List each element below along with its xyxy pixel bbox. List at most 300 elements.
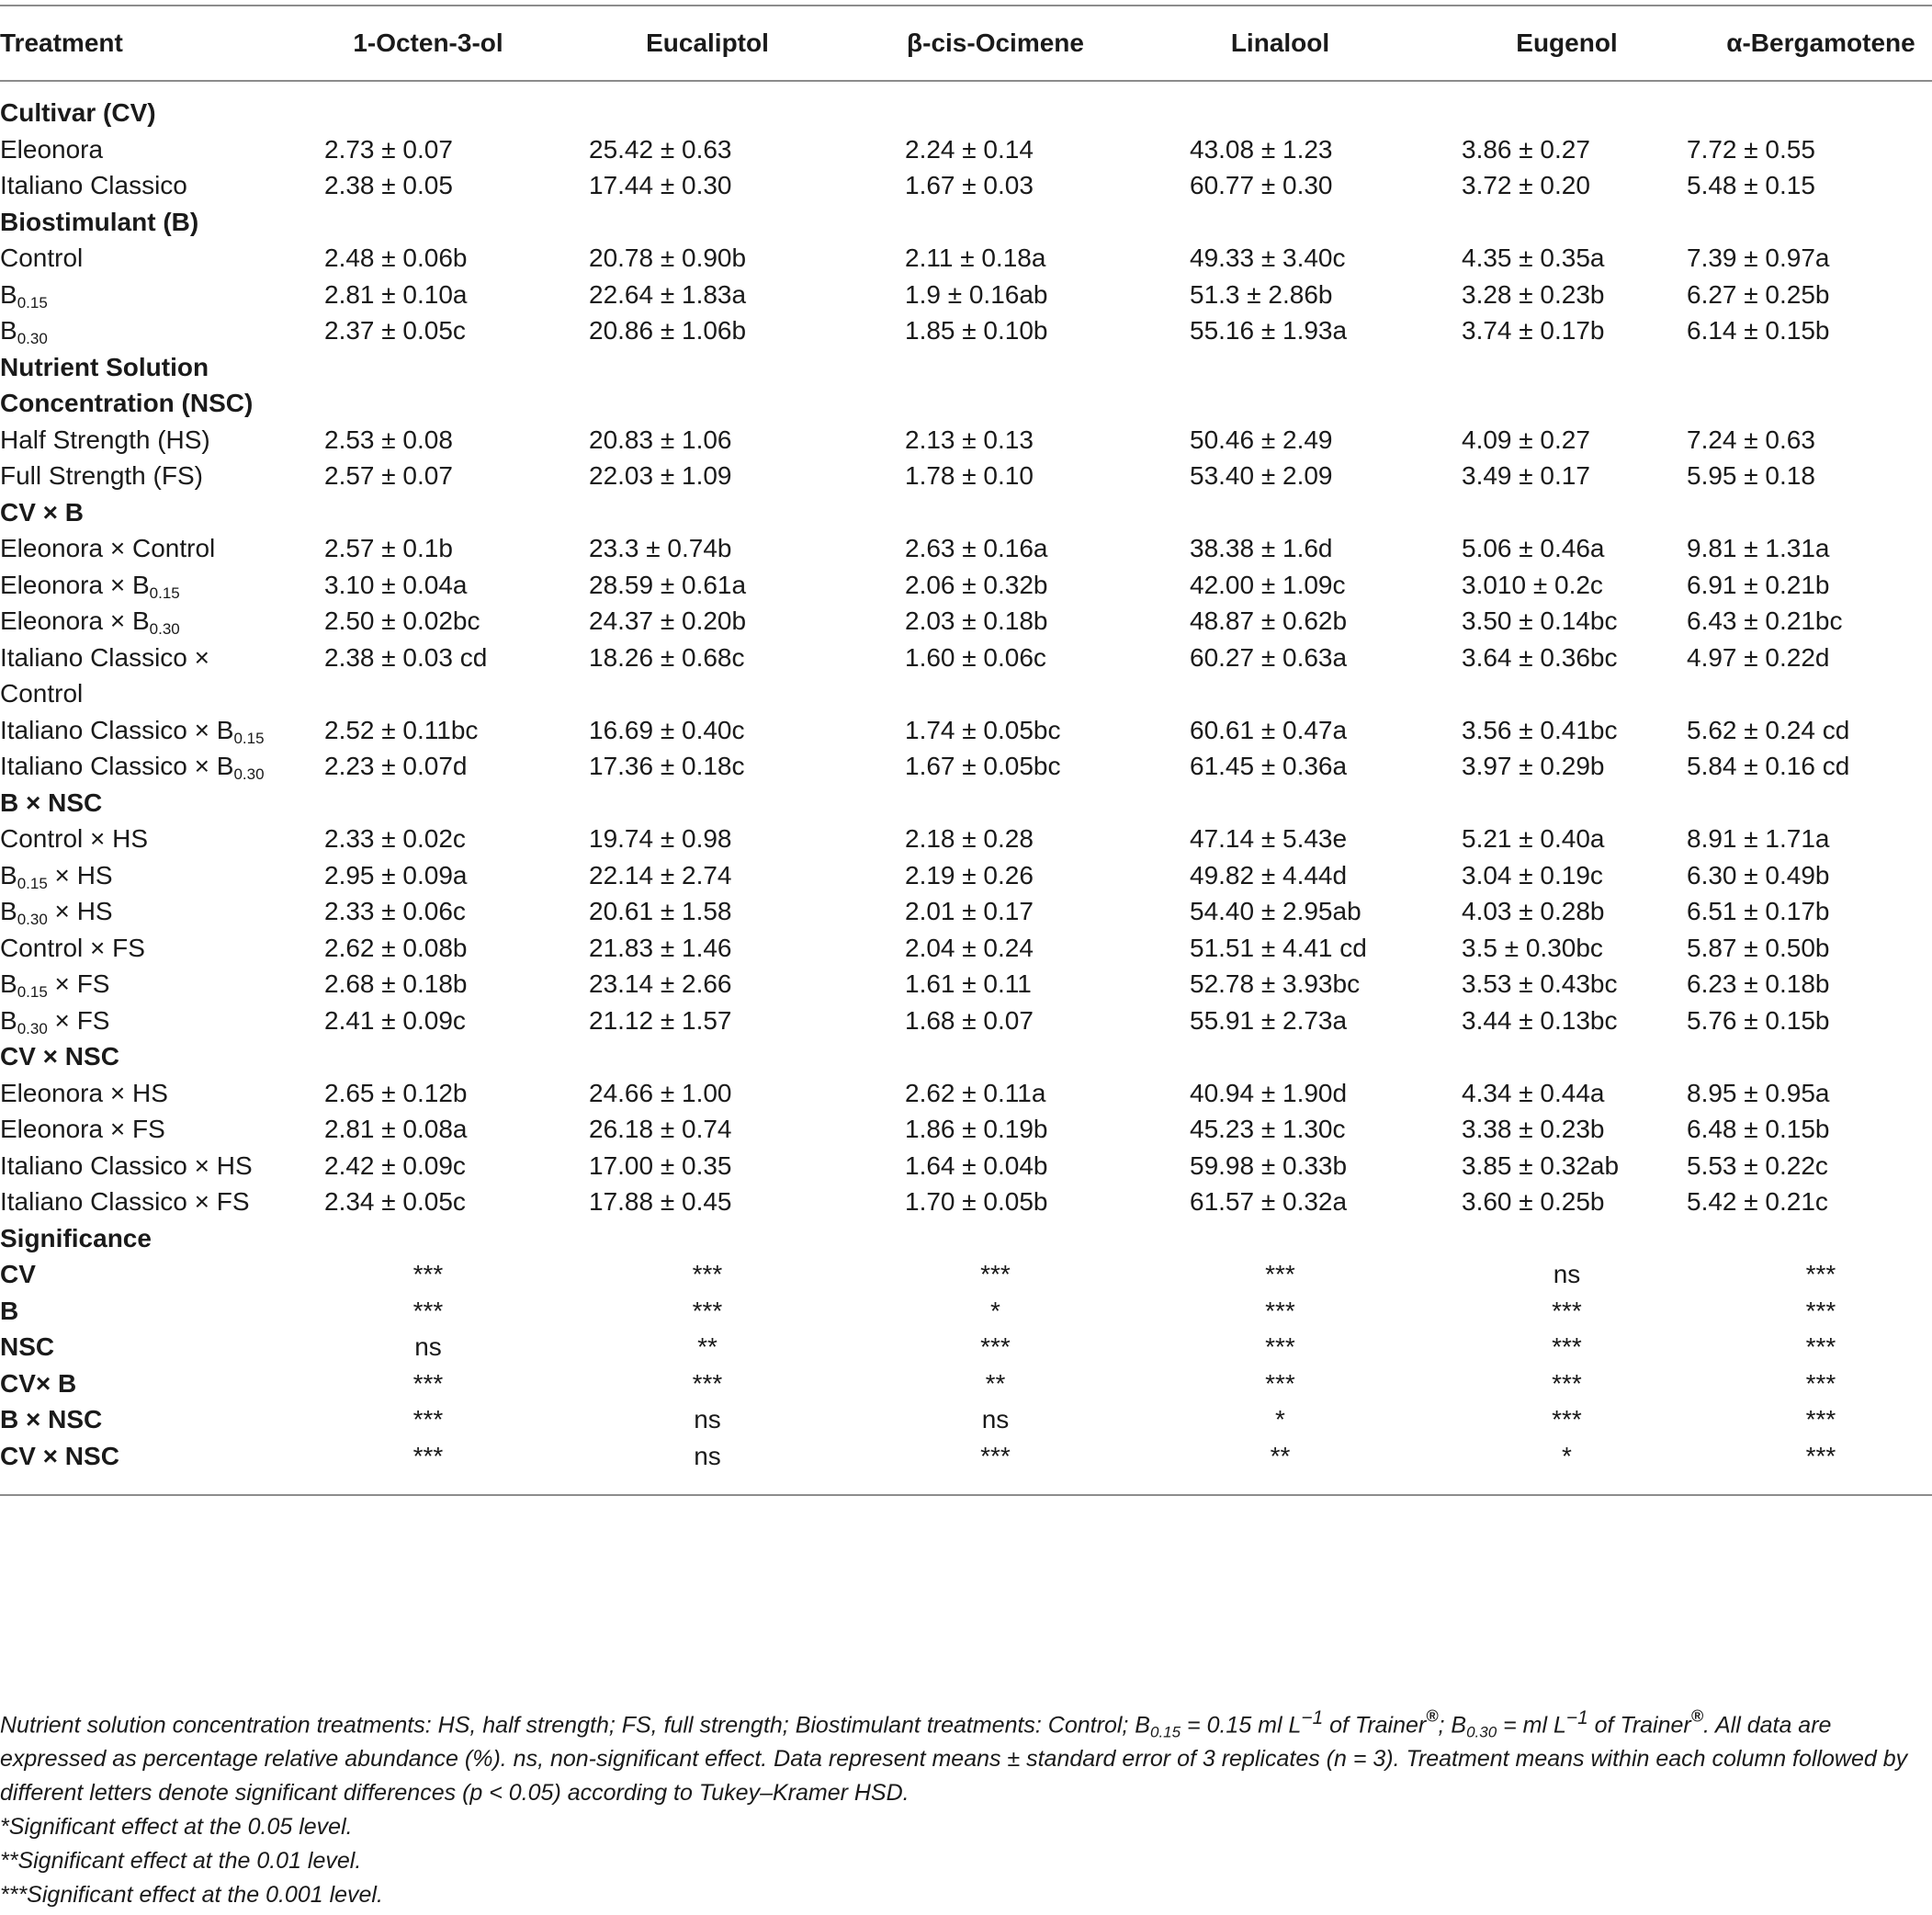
value-cell: 1.86 ± 0.19b bbox=[905, 1115, 1048, 1143]
value-cell: 60.77 ± 0.30 bbox=[1190, 171, 1333, 199]
value-cell: 2.18 ± 0.28 bbox=[905, 824, 1034, 853]
value-cell: *** bbox=[412, 1260, 444, 1288]
value-cell: 2.57 ± 0.07 bbox=[324, 461, 453, 490]
row-label: Eleonora × $B_{0.15}$ bbox=[0, 570, 180, 602]
value-cell: 3.10 ± 0.04a bbox=[324, 570, 468, 599]
value-cell: 7.72 ± 0.55 bbox=[1687, 134, 1815, 164]
row-label: Eleonora bbox=[0, 134, 104, 164]
row-label: Cultivar (CV) bbox=[0, 98, 156, 127]
row-label: CV× B bbox=[0, 1368, 77, 1398]
value-cell: 59.98 ± 0.33b bbox=[1190, 1150, 1348, 1180]
empty-cell bbox=[296, 349, 560, 422]
table-row bbox=[0, 966, 1932, 1003]
value-cell: 2.48 ± 0.06b bbox=[324, 244, 468, 272]
value-cell: 8.95 ± 0.95a bbox=[1687, 1078, 1830, 1107]
value-cell: 1.74 ± 0.05bc bbox=[905, 715, 1061, 744]
value-cell: 3.010 ± 0.2c bbox=[1462, 570, 1603, 599]
value-cell: 6.23 ± 0.18b bbox=[1687, 969, 1830, 998]
value-cell: 49.33 ± 3.40c bbox=[1190, 244, 1346, 272]
empty-cell bbox=[560, 81, 854, 131]
value-cell: 6.51 ± 0.17b bbox=[1687, 897, 1830, 925]
value-cell: 4.35 ± 0.35a bbox=[1462, 244, 1605, 272]
value-cell: *** bbox=[412, 1368, 444, 1398]
row-label: Eleonora × $B_{0.30}$ bbox=[0, 606, 180, 638]
value-cell: 61.45 ± 0.36a bbox=[1190, 752, 1348, 780]
empty-cell bbox=[1424, 349, 1710, 422]
value-cell: 7.39 ± 0.97a bbox=[1687, 244, 1830, 272]
empty-cell bbox=[1710, 494, 1932, 531]
value-cell: 24.37 ± 0.20b bbox=[589, 606, 747, 635]
significance-row bbox=[0, 1401, 1932, 1438]
table-row bbox=[0, 1111, 1932, 1148]
value-cell: 1.70 ± 0.05b bbox=[905, 1187, 1048, 1216]
value-cell: 8.91 ± 1.71a bbox=[1687, 824, 1830, 853]
value-cell: 4.97 ± 0.22d bbox=[1687, 642, 1830, 672]
value-cell: 2.04 ± 0.24 bbox=[905, 933, 1034, 962]
table-header bbox=[0, 6, 1932, 81]
value-cell: 50.46 ± 2.49 bbox=[1190, 425, 1333, 454]
empty-cell bbox=[1424, 494, 1710, 531]
empty-cell bbox=[1710, 1038, 1932, 1075]
header-linalool: Linalool bbox=[1136, 6, 1424, 81]
value-cell: 4.09 ± 0.27 bbox=[1462, 425, 1590, 454]
value-cell: 2.01 ± 0.17 bbox=[905, 897, 1034, 925]
value-cell: *** bbox=[1265, 1296, 1295, 1325]
value-cell: 3.64 ± 0.36bc bbox=[1462, 642, 1618, 672]
row-label: CV bbox=[0, 1260, 36, 1288]
row-label: B × NSC bbox=[0, 1405, 103, 1433]
table-row bbox=[0, 131, 1932, 168]
value-cell: 17.36 ± 0.18c bbox=[589, 752, 745, 780]
value-cell: 49.82 ± 4.44d bbox=[1190, 860, 1348, 890]
table-row bbox=[0, 458, 1932, 494]
value-cell: *** bbox=[1710, 1438, 1932, 1496]
empty-cell bbox=[854, 349, 1136, 422]
empty-cell bbox=[854, 785, 1136, 822]
value-cell: 17.00 ± 0.35 bbox=[589, 1150, 732, 1180]
row-label: B × NSC bbox=[0, 788, 103, 817]
value-cell: 2.53 ± 0.08 bbox=[324, 425, 453, 454]
significance-row bbox=[0, 1293, 1932, 1330]
value-cell: 3.97 ± 0.29b bbox=[1462, 752, 1605, 780]
value-cell: 6.91 ± 0.21b bbox=[1687, 570, 1830, 599]
header-bergamotene: α-Bergamotene bbox=[1710, 6, 1932, 81]
value-cell: 3.72 ± 0.20 bbox=[1462, 171, 1590, 199]
value-cell: 2.24 ± 0.14 bbox=[905, 134, 1034, 164]
row-label: Half Strength (HS) bbox=[0, 425, 210, 454]
value-cell: 2.33 ± 0.02c bbox=[324, 824, 466, 853]
value-cell: 1.67 ± 0.05bc bbox=[905, 752, 1061, 780]
empty-cell bbox=[854, 1038, 1136, 1075]
value-cell: *** bbox=[980, 1332, 1011, 1361]
value-cell: ns bbox=[981, 1405, 1010, 1433]
empty-cell bbox=[854, 204, 1136, 241]
value-cell: 2.11 ± 0.18a bbox=[905, 244, 1046, 272]
header-octenol: 1-Octen-3-ol bbox=[296, 6, 560, 81]
header-ocimene: β-cis-Ocimene bbox=[854, 6, 1136, 81]
value-cell: *** bbox=[1552, 1405, 1582, 1433]
row-label: $B_{0.15}$ bbox=[0, 279, 48, 312]
value-cell: 1.67 ± 0.03 bbox=[905, 171, 1034, 199]
value-cell: 20.83 ± 1.06 bbox=[589, 425, 732, 454]
empty-cell bbox=[560, 1038, 854, 1075]
value-cell: 3.04 ± 0.19c bbox=[1462, 860, 1603, 890]
value-cell: 1.68 ± 0.07 bbox=[905, 1005, 1034, 1035]
row-label: Italiano Classico × FS bbox=[0, 1187, 250, 1216]
row-label: Eleonora × Control bbox=[0, 534, 216, 562]
value-cell: 3.38 ± 0.23b bbox=[1462, 1115, 1605, 1143]
section-row bbox=[0, 1220, 1932, 1257]
value-cell: 22.03 ± 1.09 bbox=[589, 461, 732, 490]
value-cell: ** bbox=[697, 1332, 717, 1361]
significance-row bbox=[0, 1438, 1932, 1496]
section-row bbox=[0, 81, 1932, 131]
value-cell: 3.5 ± 0.30bc bbox=[1462, 933, 1603, 962]
section-row bbox=[0, 1038, 1932, 1075]
value-cell: 2.65 ± 0.12b bbox=[324, 1078, 468, 1107]
row-label: Biostimulant (B) bbox=[0, 207, 199, 236]
empty-cell bbox=[296, 785, 560, 822]
value-cell: 3.85 ± 0.32ab bbox=[1462, 1150, 1620, 1180]
value-cell: 2.52 ± 0.11bc bbox=[324, 715, 479, 744]
value-cell: * bbox=[1275, 1405, 1285, 1433]
empty-cell bbox=[560, 349, 854, 422]
value-cell: 6.14 ± 0.15b bbox=[1687, 316, 1830, 345]
row-label: Control × HS bbox=[0, 824, 149, 853]
footnote-main: Nutrient solution concentration treatments: HS, half strength; FS, full strength; Biostimulant treatments: Control; $B_{0.15} = 0.15$ ml $L^{-1}$ of Trainer®; $B_{0.30}$ = ml $L^{-1}$ of Trainer®. All data are expressed as percentage relative abundance (%). ns, non-significant effect. Data represent means ± standard error of 3 replicates (n = 3). Treatment means within each column followed by different letters denote significant differences (p < 0.05) according to Tukey–Kramer HSD. bbox=[0, 1706, 1908, 1807]
value-cell: 2.03 ± 0.18b bbox=[905, 606, 1048, 635]
value-cell: 4.34 ± 0.44a bbox=[1462, 1078, 1605, 1107]
table-row bbox=[0, 748, 1932, 785]
empty-cell bbox=[1424, 1038, 1710, 1075]
table-row bbox=[0, 422, 1932, 459]
empty-cell bbox=[1136, 494, 1424, 531]
value-cell: 5.42 ± 0.21c bbox=[1687, 1187, 1828, 1216]
value-cell: 55.16 ± 1.93a bbox=[1190, 316, 1348, 345]
value-cell: 3.74 ± 0.17b bbox=[1462, 316, 1605, 345]
empty-cell bbox=[1424, 204, 1710, 241]
row-label: CV × B bbox=[0, 497, 85, 527]
value-cell: 7.24 ± 0.63 bbox=[1687, 425, 1815, 454]
value-cell: 3.50 ± 0.14bc bbox=[1462, 606, 1618, 635]
value-cell: 2.62 ± 0.11a bbox=[905, 1078, 1046, 1107]
value-cell: *** bbox=[1265, 1332, 1295, 1361]
row-label: Italiano Classico × Control bbox=[0, 642, 210, 708]
value-cell: 2.81 ± 0.08a bbox=[324, 1115, 468, 1143]
value-cell: 20.86 ± 1.06b bbox=[589, 316, 747, 345]
empty-cell bbox=[1136, 785, 1424, 822]
value-cell: 61.57 ± 0.32a bbox=[1190, 1187, 1348, 1216]
value-cell: 6.43 ± 0.21bc bbox=[1687, 606, 1843, 635]
table-row bbox=[0, 1148, 1932, 1184]
value-cell: 2.73 ± 0.07 bbox=[324, 134, 453, 164]
value-cell: *** bbox=[1552, 1368, 1582, 1398]
results-table bbox=[0, 5, 1932, 1496]
value-cell: 2.57 ± 0.1b bbox=[324, 534, 453, 562]
value-cell: 1.85 ± 0.10b bbox=[905, 316, 1048, 345]
significance-row bbox=[0, 1256, 1932, 1293]
value-cell: 2.38 ± 0.03 cd bbox=[324, 642, 488, 672]
row-label: Full Strength (FS) bbox=[0, 461, 203, 490]
row-label: Nutrient Solution Concentration (NSC) bbox=[0, 352, 254, 417]
value-cell: *** bbox=[692, 1296, 723, 1325]
row-label: Italiano Classico × HS bbox=[0, 1150, 253, 1180]
section-row bbox=[0, 204, 1932, 241]
value-cell: 2.33 ± 0.06c bbox=[324, 897, 466, 925]
value-cell: *** bbox=[1805, 1405, 1836, 1433]
value-cell: *** bbox=[692, 1260, 723, 1288]
value-cell: 47.14 ± 5.43e bbox=[1190, 824, 1348, 853]
value-cell: 20.61 ± 1.58 bbox=[589, 897, 732, 925]
value-cell: 60.61 ± 0.47a bbox=[1190, 715, 1348, 744]
value-cell: 2.81 ± 0.10a bbox=[324, 279, 468, 309]
value-cell: 24.66 ± 1.00 bbox=[589, 1078, 732, 1107]
value-cell: *** bbox=[412, 1296, 444, 1325]
value-cell: 16.69 ± 0.40c bbox=[589, 715, 745, 744]
empty-cell bbox=[1136, 81, 1424, 131]
footnote-double-star: **Significant effect at the 0.01 level. bbox=[0, 1848, 362, 1875]
value-cell: 2.38 ± 0.05 bbox=[324, 171, 453, 199]
value-cell: 22.64 ± 1.83a bbox=[589, 279, 747, 309]
value-cell: *** bbox=[692, 1368, 723, 1398]
table-row bbox=[0, 277, 1932, 313]
value-cell: 1.64 ± 0.04b bbox=[905, 1150, 1048, 1180]
row-label: Italiano Classico bbox=[0, 171, 187, 199]
value-cell: 5.84 ± 0.16 cd bbox=[1687, 752, 1850, 780]
header-eucaliptol: Eucaliptol bbox=[560, 6, 854, 81]
value-cell: *** bbox=[1265, 1368, 1295, 1398]
empty-cell bbox=[1136, 349, 1424, 422]
value-cell: 48.87 ± 0.62b bbox=[1190, 606, 1348, 635]
value-cell: 54.40 ± 2.95ab bbox=[1190, 897, 1361, 925]
value-cell: 9.81 ± 1.31a bbox=[1687, 534, 1830, 562]
value-cell: 2.68 ± 0.18b bbox=[324, 969, 468, 998]
table-footnotes bbox=[0, 1701, 1932, 1912]
value-cell: 2.95 ± 0.09a bbox=[324, 860, 468, 890]
empty-cell bbox=[1424, 1220, 1710, 1257]
value-cell: * bbox=[1424, 1438, 1710, 1496]
value-cell: ns bbox=[560, 1438, 854, 1496]
value-cell: 3.28 ± 0.23b bbox=[1462, 279, 1605, 309]
empty-cell bbox=[1424, 81, 1710, 131]
empty-cell bbox=[1136, 1038, 1424, 1075]
value-cell: ** bbox=[985, 1368, 1006, 1398]
value-cell: 23.14 ± 2.66 bbox=[589, 969, 732, 998]
value-cell: 3.53 ± 0.43bc bbox=[1462, 969, 1618, 998]
value-cell: *** bbox=[1805, 1332, 1836, 1361]
value-cell: 6.27 ± 0.25b bbox=[1687, 279, 1830, 309]
table-row bbox=[0, 1184, 1932, 1220]
row-label: Control bbox=[0, 244, 84, 272]
table-row bbox=[0, 1075, 1932, 1112]
empty-cell bbox=[296, 1220, 560, 1257]
row-label: $B_{0.30}$ × HS bbox=[0, 897, 113, 928]
value-cell: *** bbox=[1805, 1296, 1836, 1325]
value-cell: 5.95 ± 0.18 bbox=[1687, 461, 1815, 490]
value-cell: 23.3 ± 0.74b bbox=[589, 534, 732, 562]
value-cell: 20.78 ± 0.90b bbox=[589, 244, 747, 272]
row-label: $B_{0.15}$ × HS bbox=[0, 860, 113, 892]
table-row bbox=[0, 857, 1932, 894]
value-cell: *** bbox=[1805, 1260, 1836, 1288]
value-cell: 40.94 ± 1.90d bbox=[1190, 1078, 1348, 1107]
value-cell: 5.87 ± 0.50b bbox=[1687, 933, 1830, 962]
empty-cell bbox=[296, 81, 560, 131]
value-cell: 2.50 ± 0.02bc bbox=[324, 606, 480, 635]
empty-cell bbox=[1424, 785, 1710, 822]
table-row bbox=[0, 240, 1932, 277]
value-cell: 42.00 ± 1.09c bbox=[1190, 570, 1346, 599]
value-cell: 1.61 ± 0.11 bbox=[905, 969, 1032, 998]
value-cell: 52.78 ± 3.93bc bbox=[1190, 969, 1361, 998]
value-cell: 43.08 ± 1.23 bbox=[1190, 134, 1333, 164]
value-cell: *** bbox=[412, 1405, 444, 1433]
value-cell: *** bbox=[1265, 1260, 1295, 1288]
empty-cell bbox=[854, 494, 1136, 531]
empty-cell bbox=[854, 1220, 1136, 1257]
table-row bbox=[0, 893, 1932, 930]
value-cell: 17.44 ± 0.30 bbox=[589, 171, 732, 199]
row-label: $B_{0.15}$ × FS bbox=[0, 969, 110, 1001]
empty-cell bbox=[1710, 204, 1932, 241]
significance-row bbox=[0, 1329, 1932, 1365]
value-cell: 3.44 ± 0.13bc bbox=[1462, 1005, 1618, 1035]
row-label: Italiano Classico × $B_{0.15}$ bbox=[0, 715, 265, 747]
table-row bbox=[0, 312, 1932, 349]
value-cell: 5.21 ± 0.40a bbox=[1462, 824, 1605, 853]
value-cell: ns bbox=[694, 1405, 721, 1433]
value-cell: 55.91 ± 2.73a bbox=[1190, 1005, 1348, 1035]
row-label: B bbox=[0, 1296, 19, 1325]
value-cell: *** bbox=[296, 1438, 560, 1496]
row-label: CV × NSC bbox=[0, 1438, 296, 1496]
value-cell: 3.56 ± 0.41bc bbox=[1462, 715, 1618, 744]
row-label: CV × NSC bbox=[0, 1042, 119, 1071]
empty-cell bbox=[1136, 204, 1424, 241]
value-cell: 1.78 ± 0.10 bbox=[905, 461, 1034, 490]
value-cell: 21.83 ± 1.46 bbox=[589, 933, 732, 962]
value-cell: 60.27 ± 0.63a bbox=[1190, 642, 1348, 672]
empty-cell bbox=[1710, 81, 1932, 131]
value-cell: 25.42 ± 0.63 bbox=[589, 134, 732, 164]
value-cell: 38.38 ± 1.6d bbox=[1190, 534, 1333, 562]
empty-cell bbox=[560, 204, 854, 241]
row-label: Control × FS bbox=[0, 933, 145, 962]
value-cell: *** bbox=[854, 1438, 1136, 1496]
table-row bbox=[0, 603, 1932, 640]
empty-cell bbox=[296, 494, 560, 531]
value-cell: 1.9 ± 0.16ab bbox=[905, 279, 1048, 309]
value-cell: 28.59 ± 0.61a bbox=[589, 570, 747, 599]
value-cell: 2.19 ± 0.26 bbox=[905, 860, 1034, 890]
significance-row bbox=[0, 1365, 1932, 1402]
value-cell: 26.18 ± 0.74 bbox=[589, 1115, 732, 1143]
value-cell: *** bbox=[980, 1260, 1011, 1288]
empty-cell bbox=[1710, 349, 1932, 422]
row-label: NSC bbox=[0, 1332, 55, 1361]
table-row bbox=[0, 567, 1932, 604]
value-cell: 6.30 ± 0.49b bbox=[1687, 860, 1830, 890]
empty-cell bbox=[296, 204, 560, 241]
table-row bbox=[0, 640, 1932, 712]
section-row bbox=[0, 349, 1932, 422]
value-cell: 2.23 ± 0.07d bbox=[324, 752, 468, 780]
value-cell: *** bbox=[1805, 1368, 1836, 1398]
row-label: Significance bbox=[0, 1223, 152, 1252]
table-row bbox=[0, 1003, 1932, 1039]
row-label: Eleonora × FS bbox=[0, 1115, 165, 1143]
footnote-single-star: *Significant effect at the 0.05 level. bbox=[0, 1814, 353, 1841]
value-cell: 2.42 ± 0.09c bbox=[324, 1150, 466, 1180]
value-cell: 21.12 ± 1.57 bbox=[589, 1005, 732, 1035]
row-label: $B_{0.30}$ bbox=[0, 316, 48, 347]
value-cell: 3.86 ± 0.27 bbox=[1462, 134, 1590, 164]
value-cell: 4.03 ± 0.28b bbox=[1462, 897, 1605, 925]
value-cell: 2.34 ± 0.05c bbox=[324, 1187, 466, 1216]
footnote-triple-star: ***Significant effect at the 0.001 level. bbox=[0, 1882, 383, 1909]
value-cell: 5.53 ± 0.22c bbox=[1687, 1150, 1828, 1180]
section-row bbox=[0, 494, 1932, 531]
value-cell: 51.51 ± 4.41 cd bbox=[1190, 933, 1367, 962]
empty-cell bbox=[1710, 1220, 1932, 1257]
value-cell: 5.06 ± 0.46a bbox=[1462, 534, 1605, 562]
value-cell: 3.49 ± 0.17 bbox=[1462, 461, 1590, 490]
section-row bbox=[0, 785, 1932, 822]
table-row bbox=[0, 530, 1932, 567]
value-cell: *** bbox=[1552, 1332, 1582, 1361]
value-cell: 19.74 ± 0.98 bbox=[589, 824, 732, 853]
value-cell: 53.40 ± 2.09 bbox=[1190, 461, 1333, 490]
row-label: Eleonora × HS bbox=[0, 1078, 168, 1107]
value-cell: 45.23 ± 1.30c bbox=[1190, 1115, 1346, 1143]
value-cell: 17.88 ± 0.45 bbox=[589, 1187, 732, 1216]
empty-cell bbox=[560, 785, 854, 822]
value-cell: ns bbox=[414, 1332, 442, 1361]
header-treatment: Treatment bbox=[0, 6, 296, 81]
empty-cell bbox=[854, 81, 1136, 131]
value-cell: ns bbox=[1553, 1260, 1581, 1288]
value-cell: 6.48 ± 0.15b bbox=[1687, 1115, 1830, 1143]
value-cell: 18.26 ± 0.68c bbox=[589, 642, 745, 672]
value-cell: *** bbox=[1552, 1296, 1582, 1325]
value-cell: 5.76 ± 0.15b bbox=[1687, 1005, 1830, 1035]
value-cell: 51.3 ± 2.86b bbox=[1190, 279, 1333, 309]
empty-cell bbox=[1710, 785, 1932, 822]
table-row bbox=[0, 821, 1932, 857]
table-row bbox=[0, 167, 1932, 204]
value-cell: 2.63 ± 0.16a bbox=[905, 534, 1048, 562]
value-cell: 5.62 ± 0.24 cd bbox=[1687, 715, 1850, 744]
empty-cell bbox=[560, 1220, 854, 1257]
empty-cell bbox=[560, 494, 854, 531]
value-cell: 2.13 ± 0.13 bbox=[905, 425, 1034, 454]
value-cell: 5.48 ± 0.15 bbox=[1687, 171, 1815, 199]
value-cell: 2.37 ± 0.05c bbox=[324, 316, 466, 345]
table-body bbox=[0, 81, 1932, 1495]
row-label: Italiano Classico × $B_{0.30}$ bbox=[0, 752, 265, 783]
table-row bbox=[0, 930, 1932, 967]
value-cell: ** bbox=[1136, 1438, 1424, 1496]
empty-cell bbox=[1136, 1220, 1424, 1257]
value-cell: 2.06 ± 0.32b bbox=[905, 570, 1048, 599]
value-cell: 2.41 ± 0.09c bbox=[324, 1005, 466, 1035]
table-row bbox=[0, 712, 1932, 749]
value-cell: 3.60 ± 0.25b bbox=[1462, 1187, 1605, 1216]
header-eugenol: Eugenol bbox=[1424, 6, 1710, 81]
row-label: $B_{0.30}$ × FS bbox=[0, 1005, 110, 1037]
value-cell: * bbox=[990, 1296, 1000, 1325]
value-cell: 2.62 ± 0.08b bbox=[324, 933, 468, 962]
